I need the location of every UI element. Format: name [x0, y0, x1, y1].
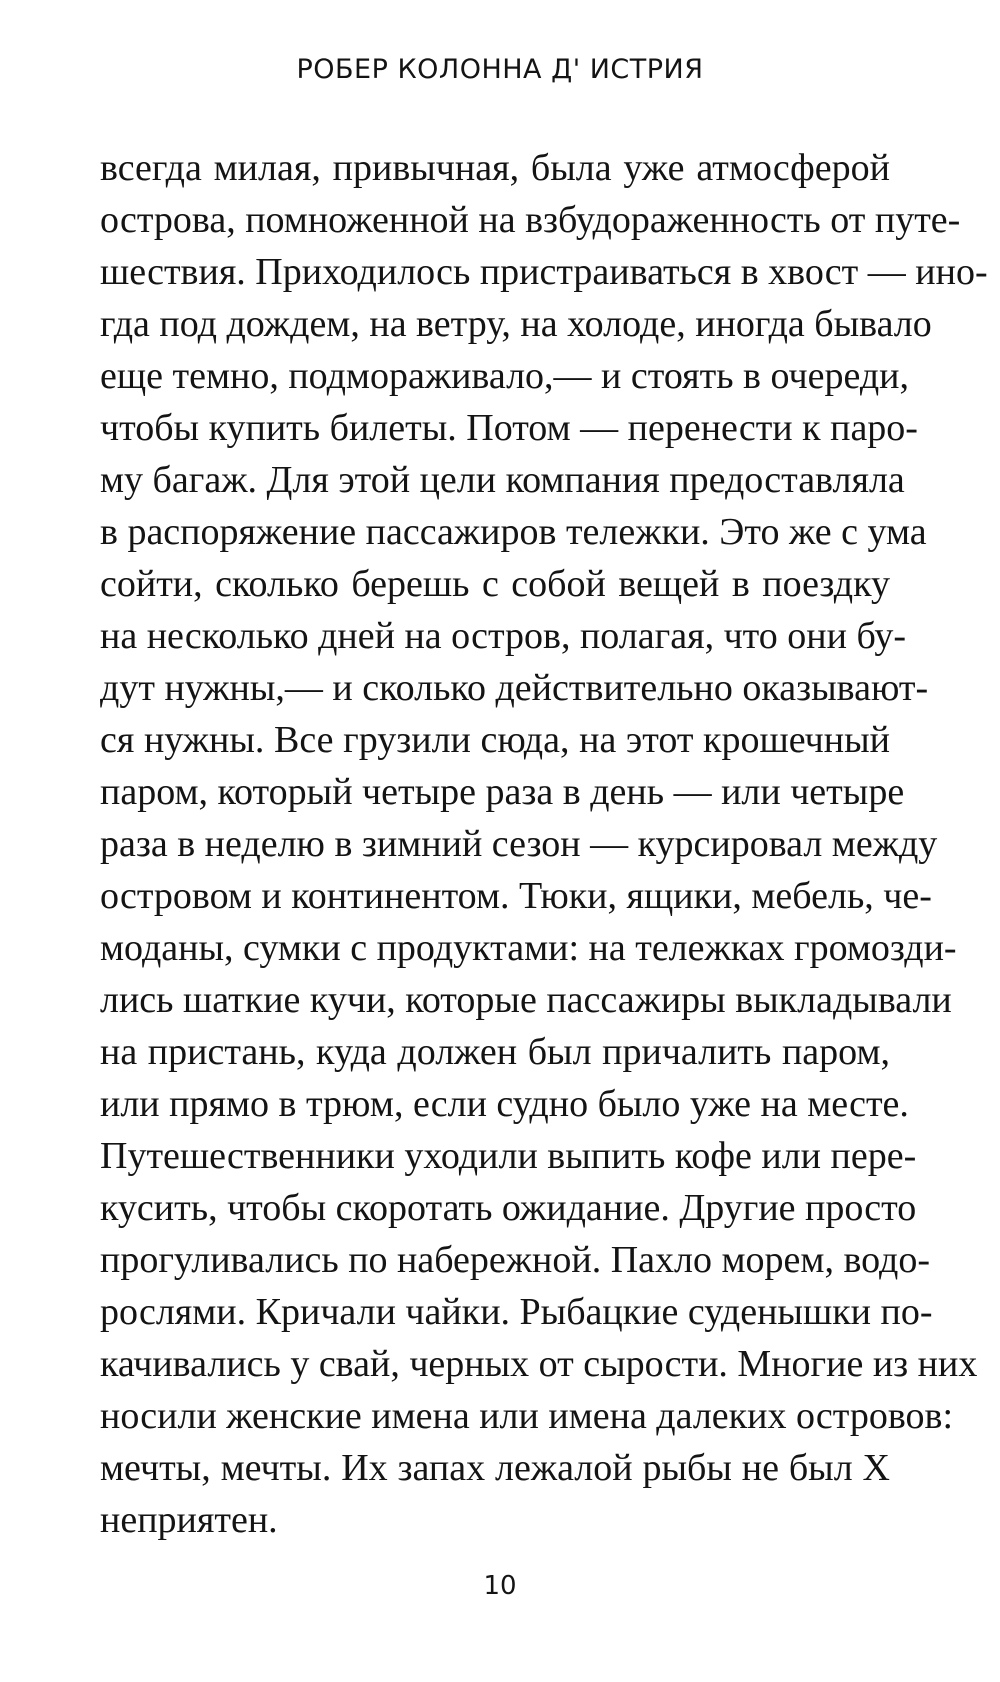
text-line: качивались у свай, черных от сырости. Многие из них [100, 1343, 978, 1385]
text-line: или прямо в трюм, если судно было уже на месте. [100, 1083, 909, 1125]
text-line: Путешественники уходили выпить кофе или пере- [100, 1135, 917, 1177]
text-line: моданы, сумки с продуктами: на тележках громозди- [100, 927, 957, 969]
text-line: шествия. Приходилось пристраиваться в хвост — ино- [100, 251, 988, 293]
text-line: паром, который четыре раза в день — или четыре [100, 771, 905, 813]
text-line: дут нужны,— и сколько действительно оказывают- [100, 667, 929, 709]
text-line: еще темно, подмораживало,— и стоять в очереди, [100, 355, 910, 397]
body-text [100, 142, 988, 1546]
text-line: гда под дождем, на ветру, на холоде, иногда бывало [100, 303, 932, 345]
text-line: кусить, чтобы скоротать ожидание. Другие просто [100, 1187, 917, 1229]
text-line: прогуливались по набережной. Пахло морем, водо- [100, 1239, 931, 1281]
text-line: всегда милая, привычная, была уже атмосферой [100, 147, 890, 189]
text-line: в распоряжение пассажиров тележки. Это же с ума [100, 511, 927, 553]
text-line: на несколько дней на остров, полагая, что они бу- [100, 615, 906, 657]
text-line: носили женские имена или имена далеких островов: [100, 1395, 954, 1437]
text-line: рослями. Кричали чайки. Рыбацкие суденышки по- [100, 1291, 933, 1333]
text-line: островом и континентом. Тюки, ящики, мебель, че- [100, 875, 932, 917]
text-line: му багаж. Для этой цели компания предоставляла [100, 459, 905, 501]
text-line: на пристань, куда должен был причалить паром, [100, 1031, 890, 1073]
text-line-last: неприятен. [100, 1499, 278, 1541]
text-line: лись шаткие кучи, которые пассажиры выкладывали [100, 979, 952, 1021]
text-line: раза в неделю в зимний сезон — курсировал между [100, 823, 938, 865]
page-number: 10 [483, 1571, 517, 1601]
text-line: чтобы купить билеты. Потом — перенести к паро- [100, 407, 918, 449]
running-head: РОБЕР КОЛОННА Д' ИСТРИЯ [296, 54, 704, 85]
text-line: мечты, мечты. Их запах лежалой рыбы не был X [100, 1447, 890, 1489]
text-line: ся нужны. Все грузили сюда, на этот крошечный [100, 719, 890, 761]
text-line: острова, помноженной на взбудораженность от путе- [100, 199, 961, 241]
text-line: сойти, сколько берешь с собой вещей в поездку [100, 563, 890, 605]
